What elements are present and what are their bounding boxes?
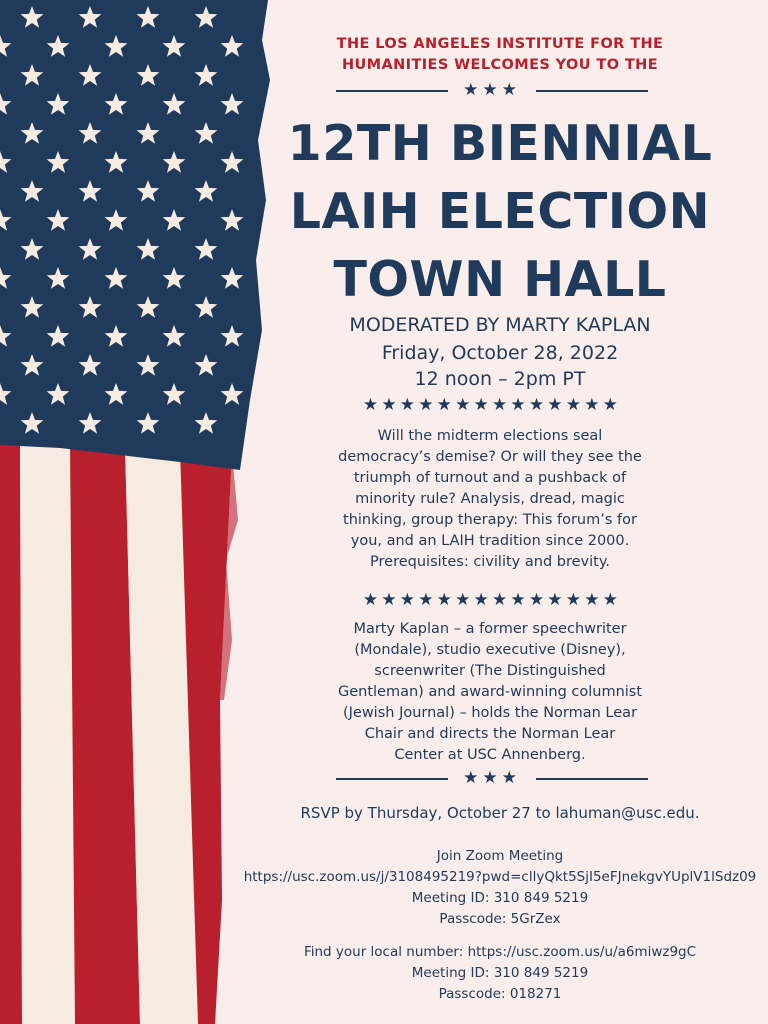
- bio-line: (Mondale), studio executive (Disney),: [354, 642, 626, 658]
- intro-line-2: HUMANITIES WELCOMES YOU TO THE: [341, 57, 659, 73]
- description-line: thinking, group therapy: This forum’s for: [343, 512, 637, 528]
- description-line: triumph of turnout and a pushback of: [353, 470, 627, 486]
- description-line: minority rule? Analysis, dread, magic: [355, 491, 625, 507]
- description-line: Prerequisites: civility and brevity.: [370, 554, 610, 570]
- local-meeting-id: Meeting ID: 310 849 5219: [411, 965, 589, 981]
- event-description: [320, 426, 660, 573]
- divider-line-right: [536, 90, 648, 92]
- local-passcode: Passcode: 018271: [438, 986, 562, 1002]
- page-title: [250, 110, 750, 314]
- description-line: Will the midterm elections seal: [377, 428, 603, 444]
- bio-line: Chair and directs the Norman Lear: [364, 726, 616, 742]
- moderator-bio: [320, 619, 660, 766]
- star-row-icon: ★★★★★★★★★★★★★★: [362, 590, 622, 610]
- moderator-line: MODERATED BY MARTY KAPLAN: [349, 314, 651, 336]
- rsvp-text: RSVP by Thursday, October 27 to lahuman@usc.edu.: [300, 804, 700, 822]
- three-stars-icon: ★★★: [463, 768, 521, 788]
- event-time: 12 noon – 2pm PT: [414, 368, 586, 390]
- description-line: democracy’s demise? Or will they see the: [338, 449, 642, 465]
- zoom-passcode: Passcode: 5GrZex: [439, 911, 561, 927]
- title-line-3: TOWN HALL: [333, 251, 667, 308]
- bio-line: Marty Kaplan – a former speechwriter: [353, 621, 627, 637]
- title-line-1: 12TH BIENNIAL: [287, 115, 713, 172]
- zoom-heading: Join Zoom Meeting: [436, 848, 564, 864]
- local-number-link[interactable]: Find your local number: https://usc.zoom.us/u/a6miwz9gC: [303, 944, 697, 960]
- flag-stripes: [0, 440, 238, 1024]
- bio-line: screenwriter (The Distinguished: [374, 663, 606, 679]
- zoom-link[interactable]: https://usc.zoom.us/j/3108495219?pwd=cllyQkt5SjI5eFJnekgvYUplV1lSdz09: [243, 869, 757, 885]
- intro-line-1: THE LOS ANGELES INSTITUTE FOR THE: [336, 36, 664, 52]
- bio-line: (Jewish Journal) – holds the Norman Lear: [342, 705, 638, 721]
- zoom-info: [200, 846, 768, 930]
- description-line: you, and an LAIH tradition since 2000.: [350, 533, 630, 549]
- three-stars-icon: ★★★: [463, 80, 521, 100]
- title-line-2: LAIH ELECTION: [289, 183, 711, 240]
- zoom-meeting-id: Meeting ID: 310 849 5219: [411, 890, 589, 906]
- intro-heading: [250, 34, 750, 76]
- event-date: Friday, October 28, 2022: [381, 342, 619, 364]
- bio-line: Gentleman) and award-winning columnist: [337, 684, 643, 700]
- divider-top: [336, 80, 648, 100]
- local-number-info: [200, 942, 768, 1005]
- divider-line-right: [536, 778, 648, 780]
- star-row-icon: ★★★★★★★★★★★★★★: [362, 395, 622, 415]
- bio-line: Center at USC Annenberg.: [394, 747, 586, 763]
- divider-bottom: [336, 768, 648, 788]
